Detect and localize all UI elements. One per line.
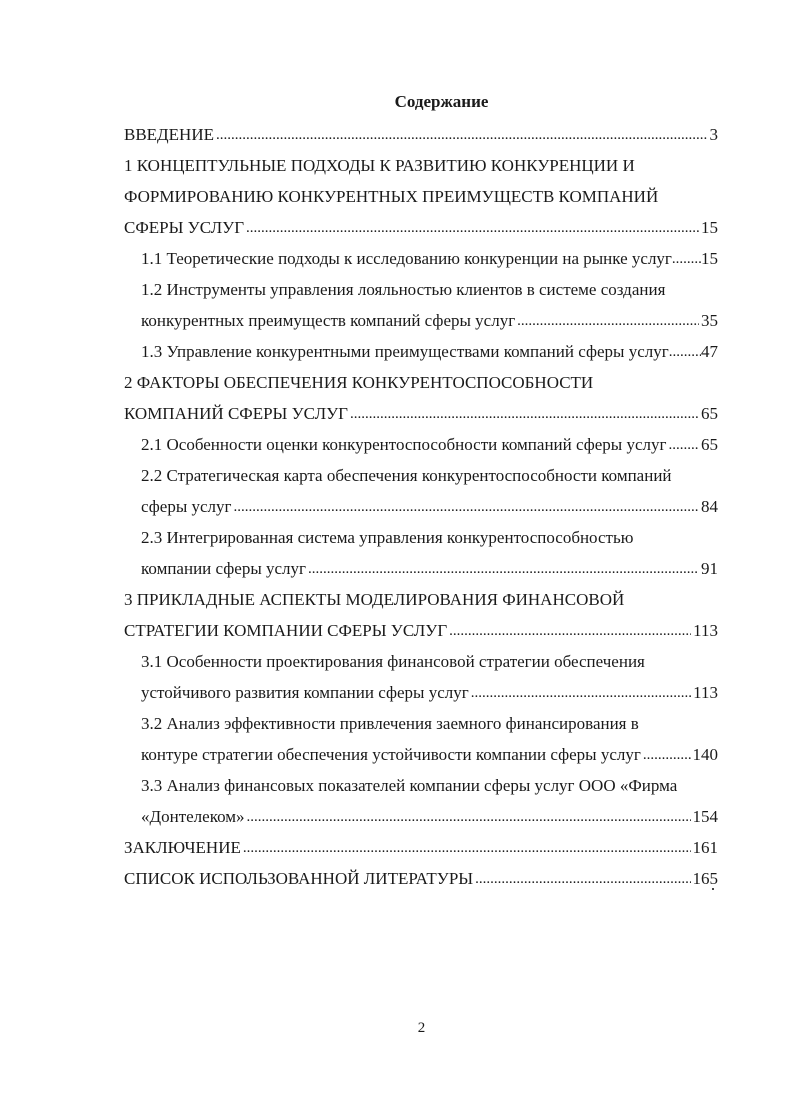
toc-entry-page: 161 xyxy=(692,838,718,857)
toc-entry-page: 47 xyxy=(701,342,718,361)
toc-leader-dots xyxy=(308,559,699,579)
toc-entry-chapter-3 xyxy=(124,583,718,614)
toc-entry-section-3-2-end xyxy=(124,738,718,769)
toc-entry-text: СПИСОК ИСПОЛЬЗОВАННОЙ ЛИТЕРАТУРЫ xyxy=(124,869,474,888)
toc-entry-chapter-2 xyxy=(124,366,718,397)
toc-entry-text: 1.1 Теоретические подходы к исследованию конкуренции на рынке услуг xyxy=(141,249,672,268)
toc-entry-section-3-3 xyxy=(124,769,718,800)
toc-entry-section-2-3 xyxy=(124,521,718,552)
toc-entry-text: ЗАКЛЮЧЕНИЕ xyxy=(124,838,241,857)
table-of-contents xyxy=(124,118,718,893)
toc-entry-section-2-3-end xyxy=(124,552,718,583)
toc-entry-page: 65 xyxy=(701,435,718,454)
toc-entry-text: 2 ФАКТОРЫ ОБЕСПЕЧЕНИЯ КОНКУРЕНТОСПОСОБНОСТИ xyxy=(124,373,594,392)
toc-entry-page: 15 xyxy=(701,249,718,268)
toc-leader-dots xyxy=(643,745,691,765)
toc-entry-text: СТРАТЕГИИ КОМПАНИИ СФЕРЫ УСЛУГ xyxy=(124,621,448,640)
toc-entry-page: 91 xyxy=(701,559,718,578)
toc-entry-section-1-1 xyxy=(124,242,718,273)
toc-leader-dots xyxy=(216,125,708,145)
toc-leader-dots xyxy=(475,869,690,889)
toc-entry-text: 3.2 Анализ эффективности привлечения заемного финансирования в xyxy=(141,714,639,733)
toc-entry-text: 2.2 Стратегическая карта обеспечения конкурентоспособности компаний xyxy=(141,466,672,485)
toc-entry-text: 1.2 Инструменты управления лояльностью клиентов в системе создания xyxy=(141,280,666,299)
toc-entry-chapter-1-cont xyxy=(124,180,718,211)
toc-leader-dots xyxy=(668,435,699,455)
toc-entry-text: 3.1 Особенности проектирования финансовой стратегии обеспечения xyxy=(141,652,645,671)
toc-leader-dots xyxy=(449,621,691,641)
toc-entry-bibliography xyxy=(124,862,718,893)
toc-entry-chapter-1 xyxy=(124,149,718,180)
toc-entry-text: 3.3 Анализ финансовых показателей компании сферы услуг ООО «Фирма xyxy=(141,776,678,795)
toc-entry-page: 65 xyxy=(701,404,718,423)
toc-entry-chapter-2-end xyxy=(124,397,718,428)
toc-entry-text: «Донтелеком» xyxy=(141,807,245,826)
toc-entry-chapter-1-end xyxy=(124,211,718,242)
toc-entry-text: СФЕРЫ УСЛУГ xyxy=(124,218,245,237)
toc-entry-section-1-3 xyxy=(124,335,718,366)
page-number: 2 xyxy=(417,1020,426,1036)
toc-entry-page: 3 xyxy=(709,125,718,144)
toc-entry-text: 1 КОНЦЕПТУЛЬНЫЕ ПОДХОДЫ К РАЗВИТИЮ КОНКУРЕНЦИИ И xyxy=(124,156,635,175)
toc-entry-text: КОМПАНИЙ СФЕРЫ УСЛУГ xyxy=(124,404,348,423)
toc-entry-section-3-1 xyxy=(124,645,718,676)
toc-entry-text: устойчивого развития компании сферы услуг xyxy=(141,683,469,702)
toc-leader-dots xyxy=(672,249,701,269)
toc-leader-dots xyxy=(669,342,701,362)
toc-entry-page: 154 xyxy=(692,807,718,826)
toc-leader-dots xyxy=(350,404,699,424)
toc-title: Содержание xyxy=(394,92,489,111)
toc-entry-text: контуре стратегии обеспечения устойчивости компании сферы услуг xyxy=(141,745,641,764)
toc-entry-text: 2.1 Особенности оценки конкурентоспособности компаний сферы услуг xyxy=(141,435,667,454)
toc-entry-text: ФОРМИРОВАНИЮ КОНКУРЕНТНЫХ ПРЕИМУЩЕСТВ КОМПАНИЙ xyxy=(124,187,659,206)
toc-leader-dots xyxy=(243,838,691,858)
toc-entry-section-3-2 xyxy=(124,707,718,738)
toc-entry-page: 165 xyxy=(692,869,718,888)
toc-entry-page: 113 xyxy=(693,683,718,702)
toc-entry-section-2-1 xyxy=(124,428,718,459)
toc-entry-text: компании сферы услуг xyxy=(141,559,307,578)
toc-leader-dots xyxy=(247,807,691,827)
scan-speck xyxy=(712,888,714,890)
toc-entry-page: 35 xyxy=(701,311,718,330)
toc-leader-dots xyxy=(517,311,699,331)
toc-entry-text: ВВЕДЕНИЕ xyxy=(124,125,214,144)
toc-entry-page: 140 xyxy=(692,745,718,764)
toc-entry-section-1-2 xyxy=(124,273,718,304)
toc-entry-section-2-2 xyxy=(124,459,718,490)
toc-entry-text: 2.3 Интегрированная система управления конкурентоспособностью xyxy=(141,528,634,547)
toc-entry-text: 1.3 Управление конкурентными преимуществами компаний сферы услуг xyxy=(141,342,669,361)
toc-entry-page: 15 xyxy=(701,218,718,237)
toc-entry-introduction xyxy=(124,118,718,149)
toc-leader-dots xyxy=(246,218,699,238)
toc-entry-conclusion xyxy=(124,831,718,862)
toc-entry-section-3-3-end xyxy=(124,800,718,831)
toc-entry-section-3-1-end xyxy=(124,676,718,707)
toc-entry-section-2-2-end xyxy=(124,490,718,521)
toc-entry-text: сферы услуг xyxy=(141,497,232,516)
toc-entry-text: конкурентных преимуществ компаний сферы услуг xyxy=(141,311,516,330)
toc-entry-text: 3 ПРИКЛАДНЫЕ АСПЕКТЫ МОДЕЛИРОВАНИЯ ФИНАНСОВОЙ xyxy=(124,590,625,609)
toc-leader-dots xyxy=(234,497,700,517)
toc-entry-page: 84 xyxy=(701,497,718,516)
toc-entry-section-1-2-end xyxy=(124,304,718,335)
toc-entry-chapter-3-end xyxy=(124,614,718,645)
toc-entry-page: 113 xyxy=(693,621,718,640)
toc-leader-dots xyxy=(471,683,691,703)
